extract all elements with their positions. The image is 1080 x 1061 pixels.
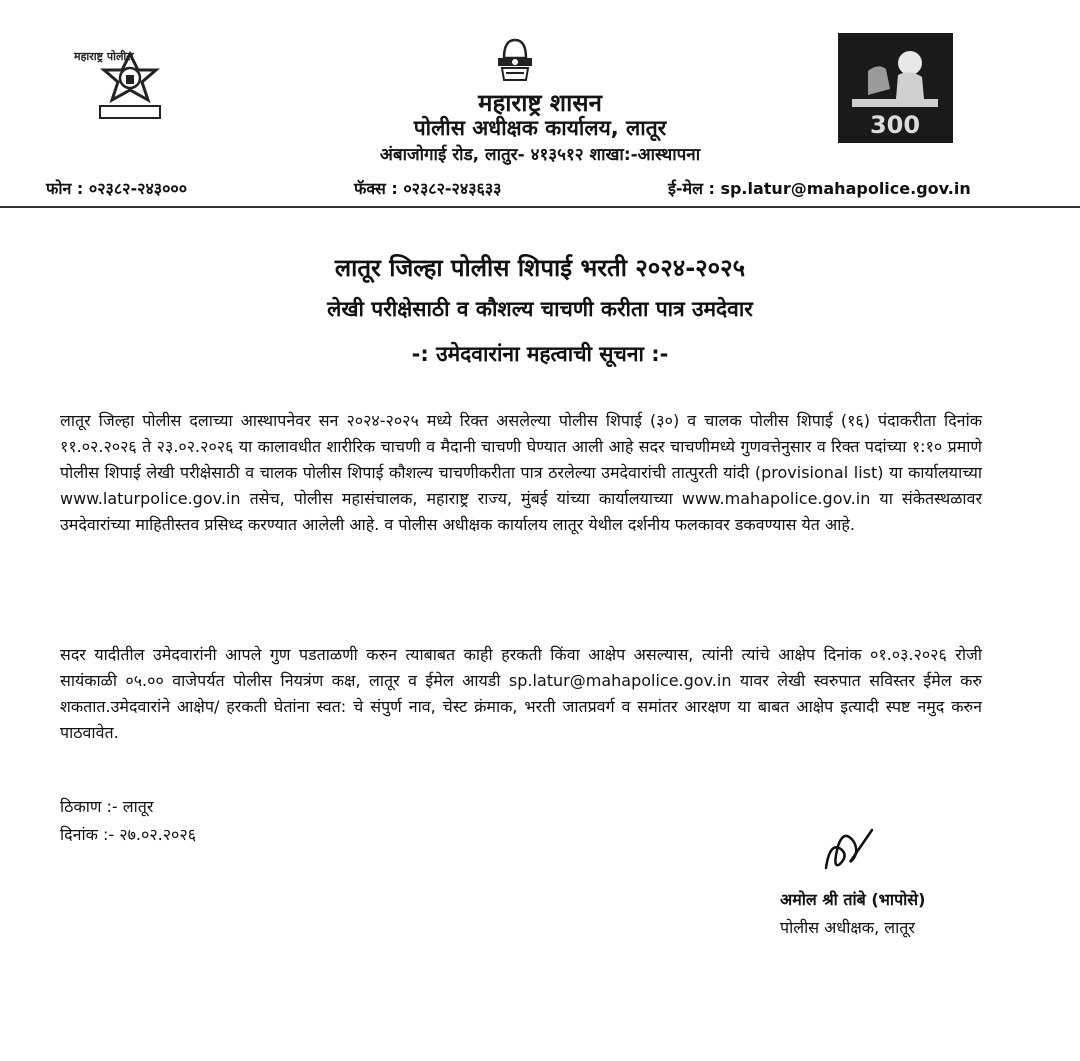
- signatory-name: अमोल श्री तांबे (भापोसे): [780, 890, 926, 909]
- notice-paragraph-2: सदर यादीतील उमेदवारांनी आपले गुण पडताळणी करुन त्याबाबत काही हरकती किंवा आक्षेप असल्यास, त्यांनी त्यांचे आक्षेप दिनांक ०१.०३.२०२६ रोजी सायंकाळी ०५.०० वाजेपर्यत पोलीस नियत्रंण कक्ष, लातूर व ईमेल आयडी sp.latur@mahapolice.gov.in यावर लेखी स्वरुपात सविस्तर ईमेल करु शकतात.उमेदवारांने आक्षेप/ हरकती घेतांना स्वत: चे संपुर्ण नाव, चेस्ट क्रंमाक, भरती जातप्रवर्ग व समांतर आरक्षण या बाबत आक्षेप इत्यादी स्पष्ट नमुद करुन पाठवावेत.: [60, 645, 982, 742]
- email-address: ई-मेल : sp.latur@mahapolice.gov.in: [668, 179, 971, 198]
- date-line: दिनांक :- २७.०२.२०२६: [60, 825, 197, 844]
- fax-number: फॅक्स : ०२३८२-२४३६३३: [354, 179, 502, 198]
- emblem-text: महाराष्ट्र पोलीस: [74, 50, 134, 63]
- header-divider: [0, 206, 1080, 208]
- notice-title: लातूर जिल्हा पोलीस शिपाई भरती २०२४-२०२५: [334, 254, 746, 282]
- handwritten-signature: [820, 820, 882, 882]
- notice-subtitle: लेखी परीक्षेसाठी व कौशल्य चाचणी करीता पात्र उमदेवार: [327, 297, 753, 321]
- notice-paragraph-1: लातूर जिल्हा पोलीस दलाच्या आस्थापनेवर सन २०२४-२०२५ मध्ये रिक्त असलेल्या पोलीस शिपाई (३०) व चालक पोलीस शिपाई (१६) पंदाकरीता दिनांक ११.०२.२०२६ ते २३.०२.२०२६ या कालावधीत शारीरिक चाचणी व मैदानी चाचणी घेण्यात आली आहे सदर चाचणीमध्ये गुणवत्तेनुसार व रिक्त पदांच्या १:१० प्रमाणे पोलीस शिपाई लेखी परीक्षेसाठी व चालक पोलीस शिपाई कौशल्य चाचणीकरीता पात्र ठरलेल्या उमदेवारांची तात्पुरती यांदी (provisional list) या कार्यालयाच्या www.laturpolice.gov.in तसेच, पोलीस महासंचालक, महाराष्ट्र राज्य, मुंबई यांच्या कार्यालयाच्या www.mahapolice.gov.in या संकेतस्थळावर उमदेवारांच्या माहितीस्तव प्रसिध्द करण्यात आलेली आहे. व पोलीस अधीक्षक कार्यालय लातूर येथील दर्शनीय फलकावर डकवण्यास येत आहे.: [60, 411, 982, 534]
- notice-caption: -: उमेदवारांना महत्वाची सूचना :-: [411, 342, 669, 366]
- government-title: महाराष्ट्र शासन: [478, 89, 602, 117]
- national-emblem: [490, 36, 540, 84]
- svg-text:300: 300: [869, 111, 921, 139]
- office-name: पोलीस अधीक्षक कार्यालय, लातूर: [413, 116, 667, 140]
- phone-number: फोन : ०२३८२-२४३०००: [46, 179, 188, 198]
- place-line: ठिकाण :- लातूर: [60, 797, 154, 816]
- office-address: अंबाजोगाई रोड, लातुर- ४१३५१२ शाखा:-आस्थापना: [379, 145, 701, 165]
- signatory-title: पोलीस अधीक्षक, लातूर: [780, 918, 915, 937]
